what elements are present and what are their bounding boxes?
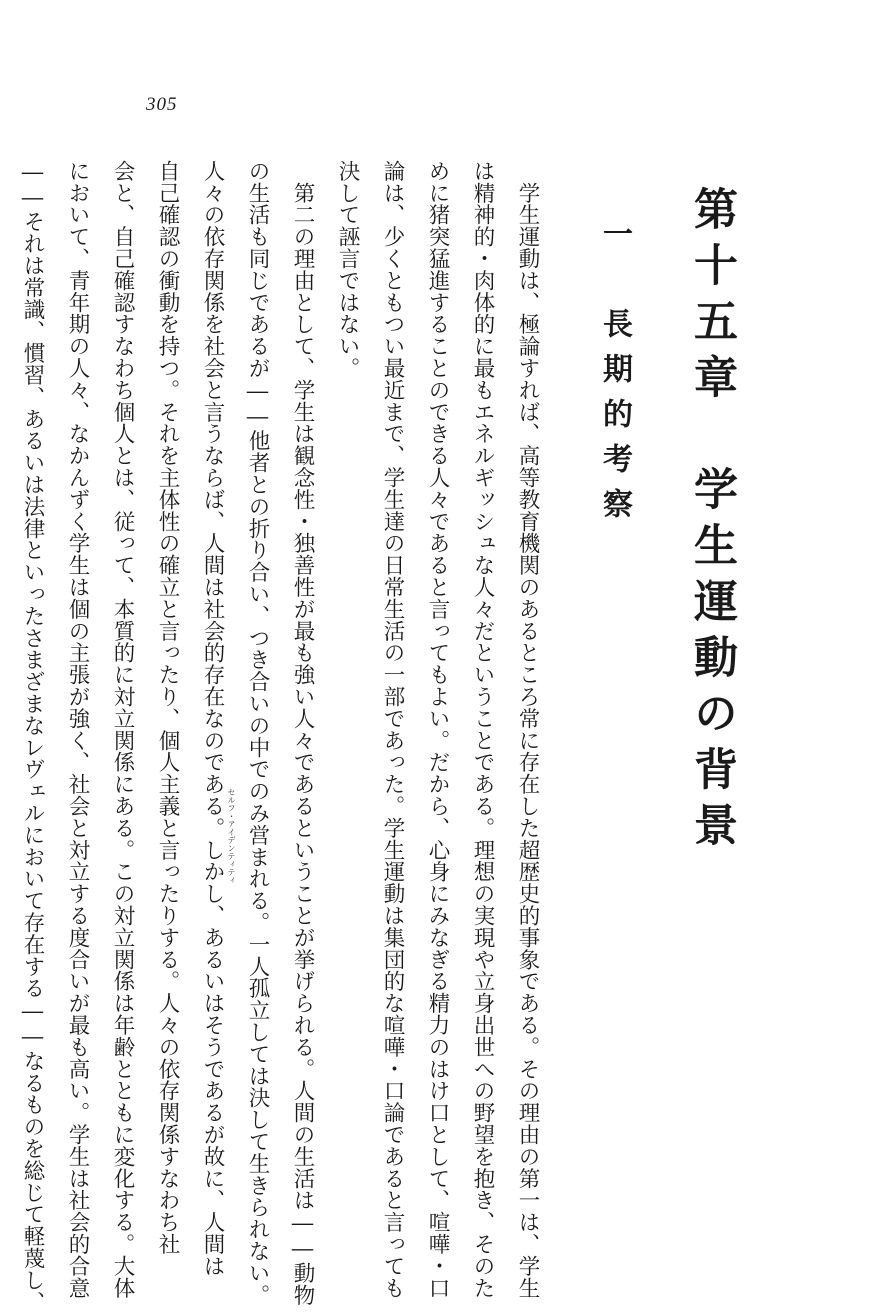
body-line-4: 論は、少くともつい最近まで、学生達の日常生活の一部であった。学生運動は集団的な喧嘩・口論であると言っても: [380, 160, 405, 1299]
body-text: [20, 160, 550, 1313]
body-line-10: 会と、自己確認すなわち個人とは、従って、本質的に対立関係にある。この対立関係は年齢とともに変化する。大体: [110, 160, 135, 1299]
body-line-1: 学生運動は、極論すれば、高等教育機関のあるところ常に存在した超歴史的事象である。その理由の第一は、学生: [515, 160, 540, 1299]
section-title: 一 長期的考察: [597, 218, 632, 533]
body-line-2: は精神的・肉体的に最もエネルギッシュな人々だということである。理想の実現や立身出世への野望を抱き、そのた: [470, 160, 495, 1299]
body-line-7: の生活も同じであるが――他者との折り合い、つき合いの中でのみ営まれる。一人孤立しては決して生きられない。: [245, 160, 270, 1306]
page-number: 305: [146, 94, 178, 115]
body-line-9: 自己確認の衝動を持つ。それを主体性の確立と言ったり、個人主義と言ったりする。人々の依存関係すなわち社: [155, 160, 180, 1255]
body-line-6: 第二の理由として、学生は観念性・独善性が最も強い人々であるということが挙げられる。人間の生活は――動物: [290, 160, 315, 1306]
body-line-12: ――それは常識、慣習、あるいは法律といったさまざまなレヴェルにおいて存在する――なるものを総じて軽蔑し、: [20, 160, 45, 1313]
body-line-8: 人々の依存関係を社会と言うならば、人間は社会的存在なのである。しかし、あるいはそうであるが故に、人間は: [200, 160, 225, 1277]
body-line-11: において、青年期の人々、なかんずく学生は個の主張が強く、社会と対立する度合いが最も高い。学生は社会的合意: [65, 160, 90, 1299]
chapter-title: 第十五章 学生運動の背景: [686, 186, 737, 858]
body-line-3: めに猪突猛進することのできる人々であると言ってもよい。だから、心身にみなぎる精力のはけ口として、喧嘩・口: [425, 160, 450, 1299]
ruby-reading: セルフ・アイデンティティ: [227, 788, 236, 884]
body-line-5: 決して誣言ではない。: [335, 160, 360, 379]
